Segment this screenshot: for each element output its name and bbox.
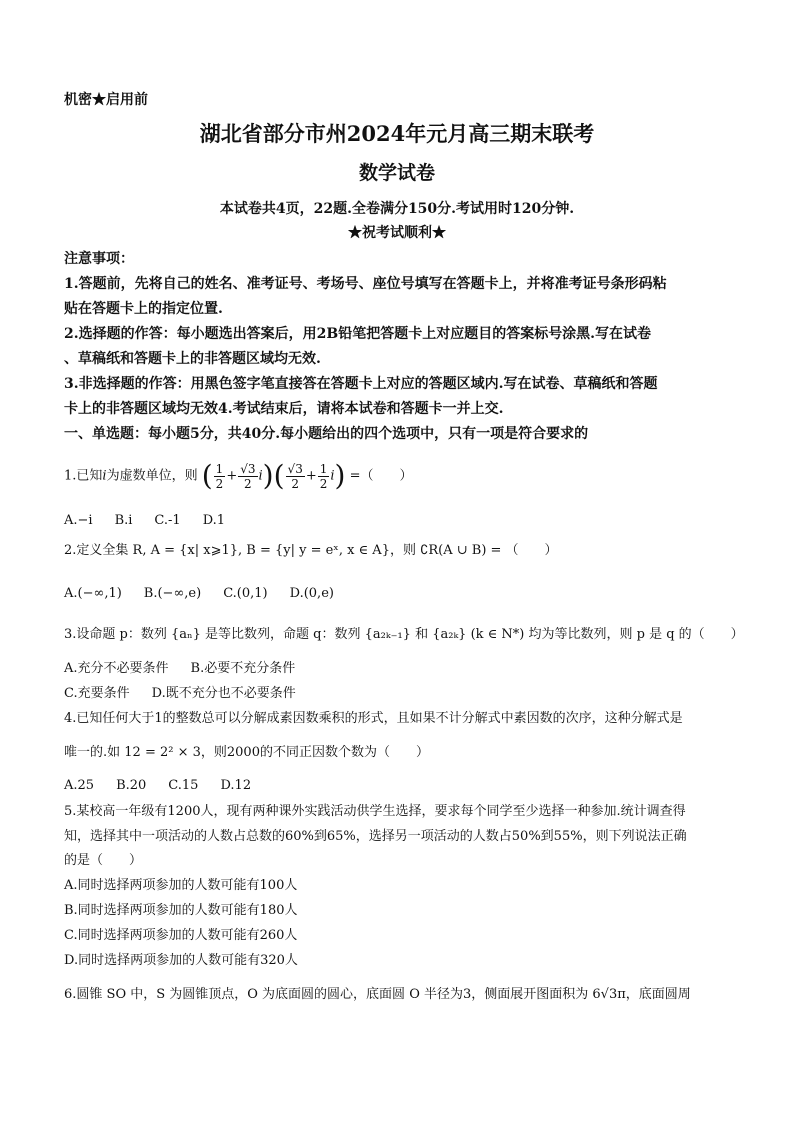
good-luck: ★祝考试顺利★ (348, 225, 446, 241)
q2-option-c: C.(0,1) (223, 586, 268, 601)
q1-options (64, 512, 247, 530)
q5-option-a: A.同时选择两项参加的人数可能有100人 (64, 878, 298, 893)
question-3: 3.设命题 p：数列 {aₙ} 是等比数列，命题 q：数列 {a₂ₖ₋₁} 和 {a₂ₖ} (k ∈ N*) 均为等比数列，则 p 是 q 的（ ） (64, 627, 744, 642)
q1-f4-num: 1 (319, 461, 328, 476)
q1-f1-num: 1 (215, 461, 224, 476)
question-5-line2: 知，选择其中一项活动的人数占总数的60%到65%，选择另一项活动的人数占50%到55%，则下列说法正确 (64, 829, 687, 844)
q2-options (64, 585, 356, 603)
q1-f3-num: √3 (287, 461, 303, 476)
q3-options-row1 (64, 660, 317, 678)
q3-option-b: B.必要不充分条件 (190, 661, 296, 676)
note-2a: 2.选择题的作答：每小题选出答案后，用2B铅笔把答题卡上对应题目的答案标号涂黑.写在试卷 (64, 326, 652, 342)
q1-plus-2: + (305, 468, 317, 484)
q1-eq: =（ ） (349, 468, 413, 484)
q3-option-c: C.充要条件 (64, 686, 130, 701)
q3-option-a: A.充分不必要条件 (64, 661, 169, 676)
question-4-line1: 4.已知任何大于1的整数总可以分解成素因数乘积的形式，且如果不计分解式中素因数的次序，这种分解式是 (64, 711, 683, 726)
notes-heading: 注意事项： (64, 251, 134, 267)
q1-option-d: D.1 (202, 513, 226, 528)
question-5-line3: 的是（ ） (64, 853, 143, 868)
q1-f2-num: √3 (240, 461, 256, 476)
q1-option-a: A.−i (64, 513, 93, 528)
q1-i-1: i (258, 468, 263, 484)
exam-title: 湖北省部分市州2024年元月高三期末联考 (199, 121, 595, 146)
q4-option-b: B.20 (116, 778, 147, 793)
subject-title: 数学试卷 (358, 162, 435, 184)
q1-option-c: C.-1 (154, 513, 181, 528)
q4-option-a: A.25 (64, 778, 95, 793)
q1-plus-1: + (226, 468, 238, 484)
question-5-line1: 5.某校高一年级有1200人，现有两种课外实践活动供学生选择，要求每个同学至少选择一种参加.统计调查得 (64, 804, 686, 819)
note-1a: 1.答题前，先将自己的姓名、准考证号、考场号、座位号填写在答题卡上，并将准考证号条形码粘 (64, 276, 667, 292)
q1-stem-a: 1.已知 (64, 468, 103, 484)
q4-option-d: D.12 (220, 778, 252, 793)
note-3a: 3.非选择题的作答：用黑色签字笔直接答在答题卡上对应的答题区域内.写在试卷、草稿纸和答题 (64, 376, 658, 392)
q5-option-c: C.同时选择两项参加的人数可能有260人 (64, 928, 298, 943)
exam-info: 本试卷共4页，22题.全卷满分150分.考试用时120分钟. (219, 201, 575, 217)
q2-option-d: D.(0,e) (289, 586, 334, 601)
note-1b: 贴在答题卡上的指定位置. (64, 301, 223, 317)
q1-option-b: B.i (114, 513, 133, 528)
question-1: 1.已知i为虚数单位，则 ( $\frac{1}{2}$ + $\frac{√3}{2}$ i)( $\frac{√3}{2}$ + $\frac{1}{2}$ i) =（ ） (64, 459, 413, 492)
q1-f3-den: 2 (291, 476, 299, 491)
secret-label: 机密★启用前 (64, 92, 148, 108)
q3-options-row2 (64, 685, 318, 703)
q5-option-b: B.同时选择两项参加的人数可能有180人 (64, 903, 298, 918)
note-3b: 卡上的非答题区域均无效4.考试结束后，请将本试卷和答题卡一并上交. (64, 401, 504, 417)
note-2b: 、草稿纸和答题卡上的非答题区域均无效. (64, 351, 321, 367)
q3-option-d: D.既不充分也不必要条件 (151, 686, 296, 701)
q5-option-d: D.同时选择两项参加的人数可能有320人 (64, 953, 298, 968)
q1-f4-den: 2 (319, 476, 328, 491)
q1-f1-den: 2 (215, 476, 224, 491)
section-heading: 一、单选题：每小题5分，共40分.每小题给出的四个选项中，只有一项是符合要求的 (64, 426, 589, 442)
q4-options (64, 777, 273, 795)
question-6-line1: 6.圆锥 SO 中，S 为圆锥顶点，O 为底面圆的圆心，底面圆 O 半径为3，侧面展开图面积为 6√3π，底面圆周 (64, 987, 691, 1002)
q4-option-c: C.15 (168, 778, 199, 793)
question-4-line2: 唯一的.如 12 = 2² × 3，则2000的不同正因数个数为（ ） (64, 745, 429, 760)
q2-option-b: B.(−∞,e) (143, 586, 202, 601)
q1-i: i (102, 468, 107, 484)
question-2: 2.定义全集 R, A = {x| x⩾1}, B = {y| y = eˣ, x ∈ A}，则 ∁R(A ∪ B) = （ ） (64, 543, 558, 558)
q1-f2-den: 2 (244, 476, 252, 491)
q1-stem-b: 为虚数单位，则 (106, 468, 198, 484)
q1-i-2: i (330, 468, 335, 484)
q2-option-a: A.(−∞,1) (64, 586, 122, 601)
